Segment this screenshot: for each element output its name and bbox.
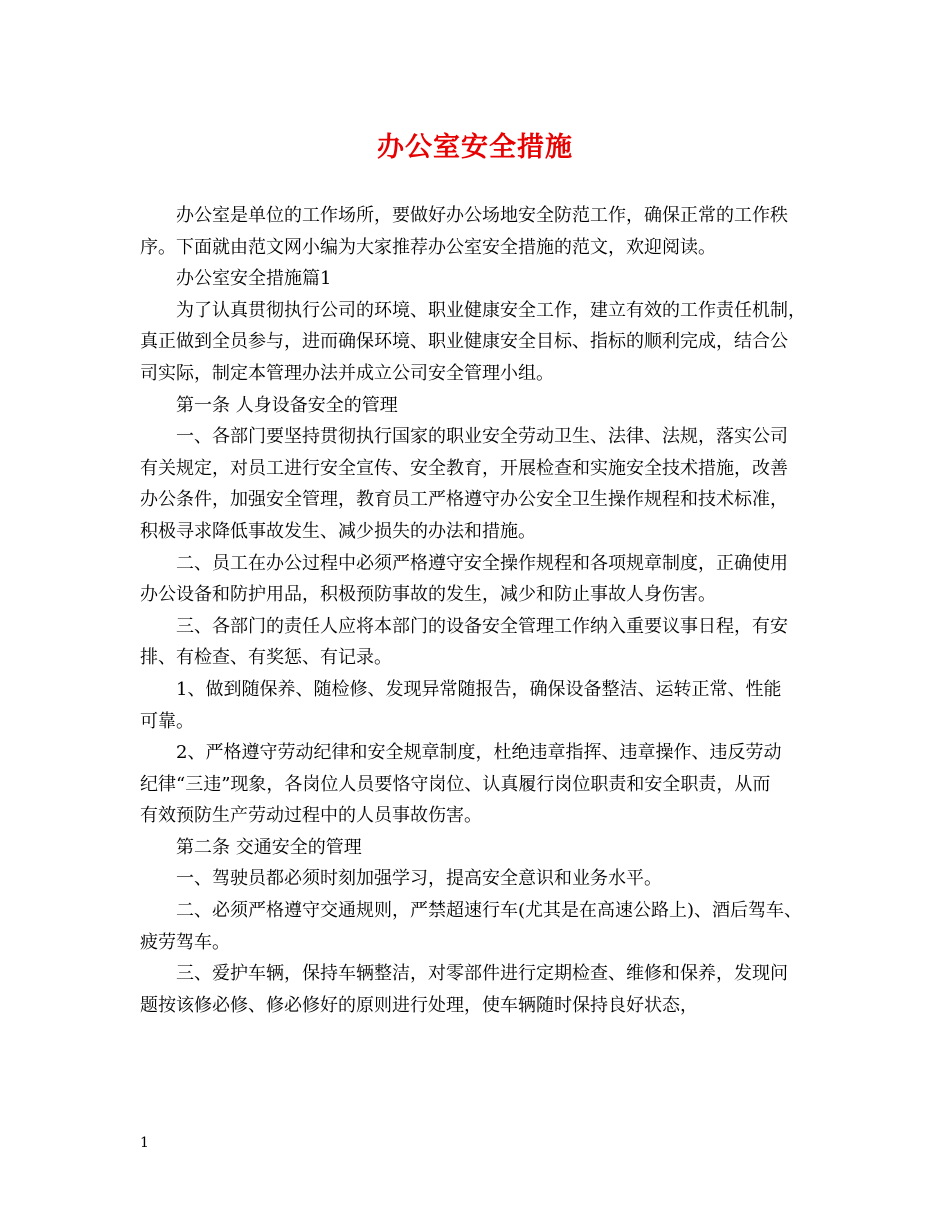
text-line: 题按该修必修、修必修好的原则进行处理，使车辆随时保持良好状态，: [140, 994, 698, 1016]
text-line: 一、各部门要坚持贯彻执行国家的职业安全劳动卫生、法律、法规，落实公司: [176, 426, 788, 448]
document-title: 办公室安全措施: [377, 132, 573, 163]
text-line: 二、必须严格遵守交通规则，严禁超速行车(尤其是在高速公路上)、酒后驾车、: [176, 900, 803, 922]
text-line: 办公室安全措施篇1: [176, 268, 332, 290]
page-number: 1: [140, 1135, 149, 1151]
text-line: 一、驾驶员都必须时刻加强学习，提高安全意识和业务水平。: [176, 868, 662, 890]
text-line: 有关规定，对员工进行安全宣传、安全教育，开展检查和实施安全技术措施，改善: [140, 457, 788, 479]
text-line: 三、爱护车辆，保持车辆整洁，对零部件进行定期检查、维修和保养，发现问: [176, 963, 788, 985]
document-body: [140, 200, 835, 1021]
text-line: 司实际，制定本管理办法并成立公司安全管理小组。: [140, 362, 554, 384]
text-line: 第二条 交通安全的管理: [176, 836, 362, 858]
text-line: 二、员工在办公过程中必须严格遵守安全操作规程和各项规章制度，正确使用: [176, 552, 788, 574]
text-line: 积极寻求降低事故发生、减少损失的办法和措施。: [140, 520, 536, 542]
text-line: 纪律“三违”现象，各岗位人员要恪守岗位、认真履行岗位职责和安全职责，从而: [140, 773, 771, 795]
text-line: 可靠。: [140, 710, 194, 732]
text-line: 三、各部门的责任人应将本部门的设备安全管理工作纳入重要议事日程，有安: [176, 615, 788, 637]
text-line: 为了认真贯彻执行公司的环境、职业健康安全工作，建立有效的工作责任机制，: [176, 299, 806, 321]
text-line: 办公设备和防护用品，积极预防事故的发生，减少和防止事故人身伤害。: [140, 584, 716, 606]
text-line: 排、有检查、有奖惩、有记录。: [140, 647, 392, 669]
text-line: 有效预防生产劳动过程中的人员事故伤害。: [140, 805, 482, 827]
text-line: 序。下面就由范文网小编为大家推荐办公室安全措施的范文，欢迎阅读。: [140, 236, 716, 258]
text-line: 1、做到随保养、随检修、发现异常随报告，确保设备整洁、运转正常、性能: [176, 678, 782, 700]
text-line: 办公室是单位的工作场所，要做好办公场地安全防范工作，确保正常的工作秩: [176, 205, 788, 226]
text-line: 2、严格遵守劳动纪律和安全规章制度，杜绝违章指挥、违章操作、违反劳动: [176, 742, 782, 764]
text-line: 疲劳驾车。: [140, 931, 230, 953]
text-line: 真正做到全员参与，进而确保环境、职业健康安全目标、指标的顺利完成，结合公: [140, 331, 788, 353]
text-line: 第一条 人身设备安全的管理: [176, 394, 398, 416]
text-line: 办公条件，加强安全管理，教育员工严格遵守办公安全卫生操作规程和技术标准，: [140, 489, 788, 511]
